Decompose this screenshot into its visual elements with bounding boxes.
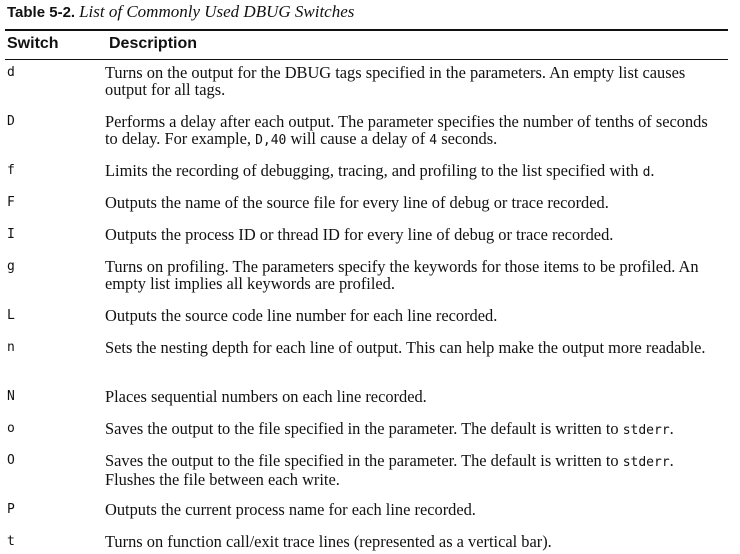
table-header-rule bbox=[5, 59, 728, 60]
switch-cell: L bbox=[7, 308, 15, 323]
table-caption bbox=[7, 2, 354, 23]
description-text: Turns on profiling. The parameters specify the keywords for those items to be profiled. An empty list implies all keywords are profiled. bbox=[105, 257, 699, 293]
description-text: Places sequential numbers on each line recorded. bbox=[105, 387, 427, 406]
switch-cell: I bbox=[7, 227, 15, 242]
description-text: seconds. bbox=[437, 129, 498, 148]
description-text: Outputs the process ID or thread ID for every line of debug or trace recorded. bbox=[105, 225, 614, 244]
switch-cell: O bbox=[7, 453, 15, 468]
description-text: Outputs the current process name for each line recorded. bbox=[105, 500, 476, 519]
description-cell bbox=[105, 194, 723, 211]
description-text: Outputs the name of the source file for every line of debug or trace recorded. bbox=[105, 193, 609, 212]
switch-cell: o bbox=[7, 421, 15, 436]
description-text: Outputs the source code line number for each line recorded. bbox=[105, 306, 498, 325]
description-cell bbox=[105, 388, 723, 405]
description-text: Turns on function call/exit trace lines (represented as a vertical bar). bbox=[105, 532, 552, 551]
switch-cell: D bbox=[7, 114, 15, 129]
column-header-switch: Switch bbox=[7, 35, 59, 52]
description-cell bbox=[105, 307, 723, 324]
table-caption-label: Table 5-2. bbox=[7, 4, 76, 21]
description-cell bbox=[105, 258, 723, 292]
switch-cell: P bbox=[7, 502, 15, 517]
description-cell bbox=[105, 162, 723, 181]
description-text: Sets the nesting depth for each line of output. This can help make the output more readable. bbox=[105, 338, 706, 357]
description-cell bbox=[105, 339, 723, 356]
description-cell bbox=[105, 226, 723, 243]
code-text: stderr bbox=[622, 423, 670, 438]
description-text: . bbox=[669, 419, 674, 438]
code-text: stderr bbox=[622, 455, 670, 470]
code-text: 4 bbox=[429, 133, 438, 148]
switch-cell: f bbox=[7, 163, 15, 178]
description-cell bbox=[105, 113, 723, 149]
description-text: . bbox=[650, 161, 655, 180]
description-text: Saves the output to the file specified in the parameter. The default is written to bbox=[105, 451, 623, 470]
description-text: Performs a delay after each output. The parameter specifies the number of tenths of seconds to delay. For example, bbox=[105, 112, 708, 148]
column-header-description: Description bbox=[109, 35, 198, 52]
table-top-rule bbox=[5, 29, 728, 31]
switch-cell: n bbox=[7, 340, 15, 355]
switch-cell: d bbox=[7, 65, 15, 80]
description-cell bbox=[105, 501, 723, 518]
switch-cell: F bbox=[7, 195, 15, 210]
switch-cell: t bbox=[7, 534, 15, 549]
switch-cell: N bbox=[7, 389, 15, 404]
description-text: Saves the output to the file specified in the parameter. The default is written to bbox=[105, 419, 623, 438]
switch-cell: g bbox=[7, 259, 15, 274]
code-text: d bbox=[642, 165, 651, 180]
description-cell bbox=[105, 420, 723, 439]
description-text: . Flushes the file between each write. bbox=[105, 451, 674, 489]
description-cell bbox=[105, 64, 723, 98]
table-caption-title: List of Commonly Used DBUG Switches bbox=[79, 2, 355, 21]
description-text: Limits the recording of debugging, tracing, and profiling to the list specified with bbox=[105, 161, 643, 180]
code-text: D,40 bbox=[255, 133, 287, 148]
description-text: Turns on the output for the DBUG tags specified in the parameters. An empty list causes output for all tags. bbox=[105, 63, 686, 99]
description-text: will cause a delay of bbox=[286, 129, 430, 148]
description-cell bbox=[105, 452, 723, 488]
description-cell bbox=[105, 533, 723, 550]
